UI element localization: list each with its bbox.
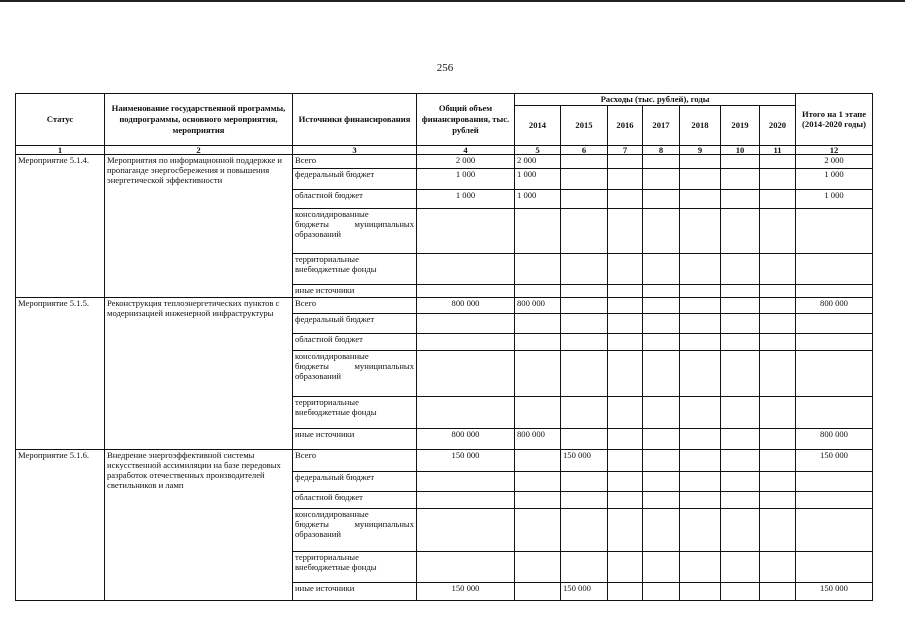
table-row	[16, 449, 873, 471]
konsol-line: бюджеты муниципальных	[295, 360, 414, 371]
konsol-line: консолидированные	[295, 350, 369, 361]
year-2014-cell	[515, 313, 561, 333]
measure-name-cell: Внедрение энергоэффективной системы искусственной ассимиляции на базе передовых разработок отечественных производителей светильников и ламп	[105, 449, 293, 600]
header-year: 2018	[680, 105, 721, 145]
source-cell: Всего	[293, 297, 417, 313]
konsol-line: консолидированные	[295, 208, 369, 219]
status-cell: Мероприятие 5.1.6.	[16, 449, 105, 600]
konsol-line: образований	[295, 229, 341, 240]
year-2014-cell: 800 000	[515, 428, 561, 449]
source-cell: областной бюджет	[293, 189, 417, 208]
header-name: Наименование государственной программы, подпрограммы, основного мероприятия, мероприятия	[105, 94, 293, 146]
col-number: 4	[417, 145, 515, 154]
col-number: 2	[105, 145, 293, 154]
year-2015-cell	[561, 471, 608, 491]
header-itogo: Итого на 1 этапе (2014-2020 годы)	[796, 94, 873, 146]
terr-line: внебюджетные фонды	[295, 561, 377, 572]
total-cell: 1 000	[417, 168, 515, 189]
year-2015-cell: 150 000	[561, 449, 608, 471]
header-year: 2014	[515, 105, 561, 145]
year-2015-cell	[561, 333, 608, 350]
total-cell	[417, 313, 515, 333]
total-cell	[417, 333, 515, 350]
year-2015-cell	[561, 168, 608, 189]
terr-line: территориальные	[295, 253, 359, 264]
itogo-cell	[796, 471, 873, 491]
year-2015-cell	[561, 491, 608, 508]
col-number: 9	[680, 145, 721, 154]
measure-group	[16, 449, 873, 600]
itogo-cell	[796, 491, 873, 508]
itogo-cell: 1 000	[796, 168, 873, 189]
itogo-cell: 150 000	[796, 449, 873, 471]
itogo-cell: 800 000	[796, 428, 873, 449]
source-cell: Всего	[293, 449, 417, 471]
total-cell: 1 000	[417, 189, 515, 208]
total-cell	[417, 471, 515, 491]
col-number: 1	[16, 145, 105, 154]
header-expenses: Расходы (тыс. рублей), годы	[515, 94, 796, 106]
year-2014-cell: 800 000	[515, 297, 561, 313]
col-number: 12	[796, 145, 873, 154]
terr-line: внебюджетные фонды	[295, 263, 377, 274]
terr-line: внебюджетные фонды	[295, 406, 377, 417]
source-cell: иные источники	[293, 582, 417, 600]
year-2015-cell	[561, 297, 608, 313]
header-year: 2019	[721, 105, 760, 145]
source-cell: федеральный бюджет	[293, 168, 417, 189]
table-row	[16, 297, 873, 313]
year-2014-cell: 2 000	[515, 154, 561, 168]
source-cell: иные источники	[293, 284, 417, 297]
year-2014-cell	[515, 582, 561, 600]
konsol-line: бюджеты муниципальных	[295, 518, 414, 529]
total-cell: 2 000	[417, 154, 515, 168]
total-cell: 150 000	[417, 449, 515, 471]
year-2015-cell: 150 000	[561, 582, 608, 600]
total-cell	[417, 284, 515, 297]
year-2015-cell	[561, 284, 608, 297]
source-cell-konsol	[293, 350, 417, 396]
source-cell-terr	[293, 253, 417, 284]
measure-group	[16, 154, 873, 297]
konsol-line: консолидированные	[295, 508, 369, 519]
year-2014-cell: 1 000	[515, 189, 561, 208]
top-border-line	[0, 0, 905, 2]
year-2015-cell	[561, 189, 608, 208]
source-cell-konsol	[293, 508, 417, 551]
header-total: Общий объем финансирования, тыс. рублей	[417, 94, 515, 146]
source-cell: областной бюджет	[293, 491, 417, 508]
col-number: 6	[561, 145, 608, 154]
header-sources: Источники финансирования	[293, 94, 417, 146]
year-2014-cell	[515, 333, 561, 350]
source-cell: иные источники	[293, 428, 417, 449]
header-year: 2017	[643, 105, 680, 145]
col-number: 8	[643, 145, 680, 154]
table-row	[16, 154, 873, 168]
year-2014-cell	[515, 491, 561, 508]
itogo-cell	[796, 313, 873, 333]
terr-line: территориальные	[295, 396, 359, 407]
column-number-row	[16, 145, 873, 154]
total-cell: 800 000	[417, 297, 515, 313]
header-year: 2020	[760, 105, 796, 145]
header-year: 2016	[608, 105, 643, 145]
konsol-line: образований	[295, 371, 341, 382]
source-cell-konsol	[293, 208, 417, 253]
year-2015-cell	[561, 154, 608, 168]
col-number: 11	[760, 145, 796, 154]
year-2014-cell	[515, 471, 561, 491]
col-number: 3	[293, 145, 417, 154]
source-cell-terr	[293, 396, 417, 428]
itogo-cell: 800 000	[796, 297, 873, 313]
source-cell-terr	[293, 551, 417, 582]
total-cell	[417, 491, 515, 508]
header-year: 2015	[561, 105, 608, 145]
header-status: Статус	[16, 94, 105, 146]
year-2014-cell: 1 000	[515, 168, 561, 189]
source-cell: Всего	[293, 154, 417, 168]
konsol-line: бюджеты муниципальных	[295, 218, 414, 229]
col-number: 7	[608, 145, 643, 154]
terr-line: территориальные	[295, 551, 359, 562]
year-2015-cell	[561, 428, 608, 449]
itogo-cell: 1 000	[796, 189, 873, 208]
total-cell: 150 000	[417, 582, 515, 600]
status-cell: Мероприятие 5.1.5.	[16, 297, 105, 449]
source-cell: федеральный бюджет	[293, 471, 417, 491]
source-cell: областной бюджет	[293, 333, 417, 350]
itogo-cell	[796, 284, 873, 297]
itogo-cell: 150 000	[796, 582, 873, 600]
konsol-line: образований	[295, 529, 341, 540]
year-2014-cell	[515, 449, 561, 471]
itogo-cell: 2 000	[796, 154, 873, 168]
source-cell: федеральный бюджет	[293, 313, 417, 333]
budget-table	[15, 93, 873, 601]
itogo-cell	[796, 333, 873, 350]
total-cell: 800 000	[417, 428, 515, 449]
col-number: 5	[515, 145, 561, 154]
year-2014-cell	[515, 284, 561, 297]
status-cell: Мероприятие 5.1.4.	[16, 154, 105, 297]
measure-name-cell: Мероприятия по информационной поддержке и пропаганде энергосбережения и повышения энергетической эффективности	[105, 154, 293, 297]
measure-name-cell: Реконструкция теплоэнергетических пунктов с модернизацией инженерной инфраструктуры	[105, 297, 293, 449]
measure-group	[16, 297, 873, 449]
col-number: 10	[721, 145, 760, 154]
page-number: 256	[436, 62, 454, 74]
year-2015-cell	[561, 313, 608, 333]
